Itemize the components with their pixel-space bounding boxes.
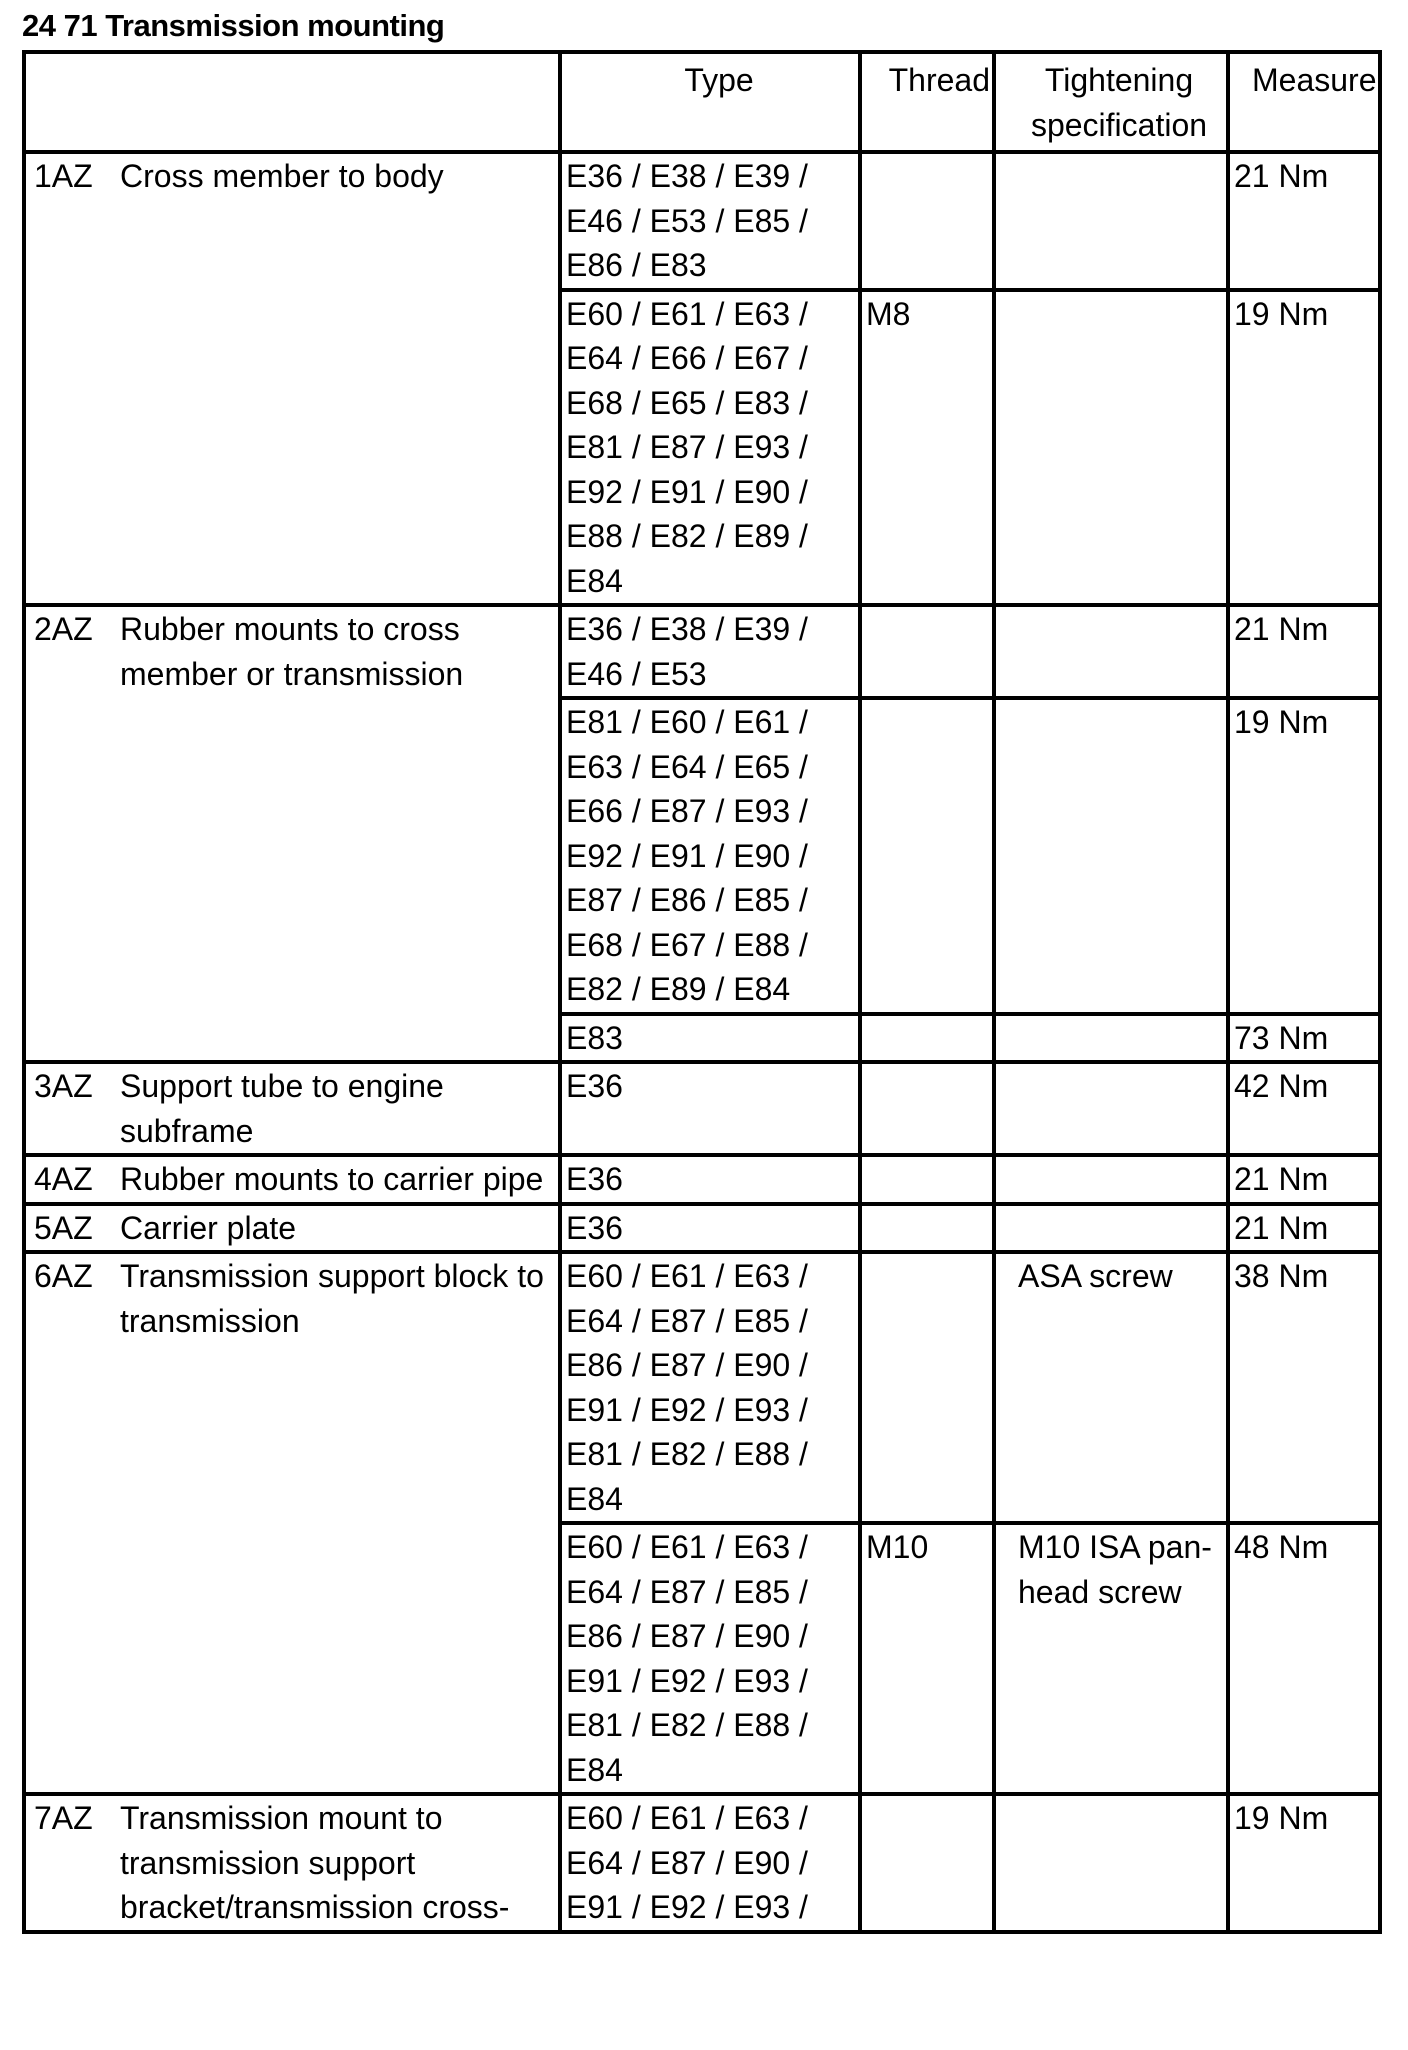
position-code: 4AZ bbox=[34, 1161, 93, 1197]
position-code: 5AZ bbox=[34, 1209, 93, 1246]
position-cell bbox=[24, 1155, 560, 1204]
thread-cell bbox=[860, 698, 994, 1014]
measure-cell: 73 Nm bbox=[1228, 1014, 1380, 1063]
tightening-cell bbox=[994, 1794, 1228, 1932]
position-cell bbox=[24, 1062, 560, 1155]
thread-cell bbox=[860, 1252, 994, 1523]
document-title: 24 71 Transmission mounting bbox=[22, 8, 445, 43]
torque-spec-table bbox=[22, 50, 1382, 1934]
type-cell: E36 bbox=[560, 1155, 860, 1204]
type-cell: E36 / E38 / E39 / E46 / E53 bbox=[560, 605, 860, 698]
tightening-cell bbox=[994, 605, 1228, 698]
position-description: Carrier plate bbox=[120, 1209, 297, 1246]
thread-cell bbox=[860, 1155, 994, 1204]
type-cell: E36 / E38 / E39 / E46 / E53 / E85 / E86 / E83 bbox=[560, 152, 860, 290]
header-thread: Thread bbox=[860, 52, 994, 152]
type-cell: E36 bbox=[560, 1204, 860, 1253]
thread-cell bbox=[860, 605, 994, 698]
table-row bbox=[24, 1204, 1380, 1253]
position-code: 3AZ bbox=[34, 1068, 93, 1104]
position-code: 6AZ bbox=[34, 1258, 93, 1294]
measure-cell: 21 Nm bbox=[1228, 1155, 1380, 1204]
thread-cell bbox=[860, 1794, 994, 1932]
thread-cell bbox=[860, 1014, 994, 1063]
measure-cell: 19 Nm bbox=[1228, 290, 1380, 606]
position-cell bbox=[24, 1252, 560, 1794]
measure-cell: 21 Nm bbox=[1228, 1204, 1380, 1253]
measure-cell: 38 Nm bbox=[1228, 1252, 1380, 1523]
table-row bbox=[24, 1252, 1380, 1523]
type-cell: E83 bbox=[560, 1014, 860, 1063]
position-description: Cross member to body bbox=[120, 158, 444, 194]
table-row bbox=[24, 1155, 1380, 1204]
thread-cell: M10 bbox=[860, 1523, 994, 1794]
header-type: Type bbox=[560, 52, 860, 152]
header-tightening: Tightening specification bbox=[994, 52, 1228, 152]
type-cell: E60 / E61 / E63 / E64 / E87 / E85 / E86 / E87 / E90 / E91 / E92 / E93 / E81 / E82 / E88 / E84 bbox=[560, 1252, 860, 1523]
position-cell bbox=[24, 152, 560, 605]
thread-cell bbox=[860, 1062, 994, 1155]
thread-cell: M8 bbox=[860, 290, 994, 606]
table-row bbox=[24, 1062, 1380, 1155]
measure-cell: 21 Nm bbox=[1228, 152, 1380, 290]
position-cell bbox=[24, 1204, 560, 1253]
header-position bbox=[24, 52, 560, 152]
measure-cell: 21 Nm bbox=[1228, 605, 1380, 698]
measure-cell: 19 Nm bbox=[1228, 1794, 1380, 1932]
table-body bbox=[24, 152, 1380, 1932]
tightening-cell bbox=[994, 1155, 1228, 1204]
measure-cell: 19 Nm bbox=[1228, 698, 1380, 1014]
type-cell: E81 / E60 / E61 / E63 / E64 / E65 / E66 / E87 / E93 / E92 / E91 / E90 / E87 / E86 / E85 / E68 / E67 / E88 / E82 / E89 / E84 bbox=[560, 698, 860, 1014]
type-cell: E60 / E61 / E63 / E64 / E87 / E90 / E91 / E92 / E93 / bbox=[560, 1794, 860, 1932]
thread-cell bbox=[860, 152, 994, 290]
table-row bbox=[24, 1794, 1380, 1932]
table-row bbox=[24, 605, 1380, 698]
measure-cell: 48 Nm bbox=[1228, 1523, 1380, 1794]
type-cell: E60 / E61 / E63 / E64 / E66 / E67 / E68 / E65 / E83 / E81 / E87 / E93 / E92 / E91 / E90 / E88 / E82 / E89 / E84 bbox=[560, 290, 860, 606]
tightening-cell bbox=[994, 1204, 1228, 1253]
position-description: Support tube to engine subframe bbox=[120, 1068, 444, 1149]
position-code: 7AZ bbox=[34, 1800, 93, 1836]
measure-cell: 42 Nm bbox=[1228, 1062, 1380, 1155]
tightening-cell: M10 ISA pan-head screw bbox=[994, 1523, 1228, 1794]
tightening-cell bbox=[994, 290, 1228, 606]
tightening-cell bbox=[994, 1062, 1228, 1155]
position-code: 2AZ bbox=[34, 611, 93, 647]
position-description: Transmission support block to transmission bbox=[120, 1258, 544, 1339]
thread-cell bbox=[860, 1204, 994, 1253]
tightening-cell bbox=[994, 698, 1228, 1014]
position-description: Rubber mounts to cross member or transmission bbox=[120, 611, 464, 692]
position-cell bbox=[24, 605, 560, 1062]
table-header-row bbox=[24, 52, 1380, 152]
type-cell: E60 / E61 / E63 / E64 / E87 / E85 / E86 / E87 / E90 / E91 / E92 / E93 / E81 / E82 / E88 / E84 bbox=[560, 1523, 860, 1794]
tightening-cell bbox=[994, 1014, 1228, 1063]
tightening-cell: ASA screw bbox=[994, 1252, 1228, 1523]
tightening-cell bbox=[994, 152, 1228, 290]
position-description: Transmission mount to transmission support bracket/transmission cross- bbox=[120, 1800, 510, 1925]
type-cell: E36 bbox=[560, 1062, 860, 1155]
position-code: 1AZ bbox=[34, 158, 93, 194]
header-measure: Measure bbox=[1228, 52, 1380, 152]
table-row bbox=[24, 152, 1380, 290]
position-description: Rubber mounts to carrier pipe bbox=[120, 1161, 544, 1197]
position-cell bbox=[24, 1794, 560, 1932]
